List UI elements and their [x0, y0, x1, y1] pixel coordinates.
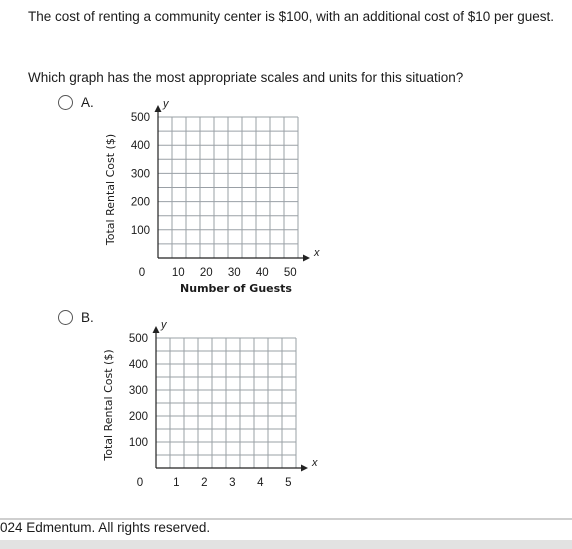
y-tick-label: 100: [130, 224, 150, 237]
y-tick-label: 500: [128, 333, 148, 345]
x-axis-title: Number of Guests: [180, 282, 292, 295]
option-a-radio[interactable]: [58, 95, 73, 110]
y-tick-label: 400: [130, 140, 150, 153]
y-axis-arrow: [153, 326, 160, 333]
graph-b: [88, 310, 318, 510]
y-axis-title: Total Rental Cost ($): [104, 133, 117, 246]
y-axis-letter: y: [161, 319, 167, 331]
x-tick-label: 40: [255, 267, 269, 279]
footer-bar: [0, 540, 572, 549]
y-axis-title: Total Rental Cost ($): [102, 349, 115, 461]
y-tick-label: 400: [128, 359, 148, 371]
question-prompt: Which graph has the most appropriate scales and units for this situation?: [28, 70, 464, 85]
x-tick-label: 50: [283, 267, 297, 279]
x-tick-label: 10: [171, 267, 185, 279]
y-tick-label: 200: [130, 196, 150, 209]
y-tick-label: 300: [128, 385, 148, 397]
y-tick-label: 300: [130, 168, 150, 181]
question-text: The cost of renting a community center is $100, with an additional cost of $10 per guest.: [28, 9, 555, 24]
x-tick-label: 20: [199, 267, 213, 279]
x-axis-letter: x: [314, 247, 320, 259]
option-b-letter: B.: [81, 310, 94, 325]
x-tick-label: 30: [227, 267, 241, 279]
y-tick-label: 200: [128, 411, 148, 423]
y-tick-label: 100: [128, 437, 148, 449]
x-axis-arrow: [303, 255, 310, 262]
x-tick-label: 3: [229, 477, 236, 489]
origin-label: 0: [138, 267, 146, 279]
y-tick-label: 500: [130, 112, 150, 124]
x-tick-label: 2: [201, 477, 208, 489]
x-tick-label: 5: [285, 477, 292, 489]
option-a[interactable]: [58, 95, 94, 110]
option-a-letter: A.: [81, 95, 94, 110]
x-tick-label: 4: [257, 477, 264, 489]
y-axis-arrow: [155, 105, 162, 112]
copyright-text: 024 Edmentum. All rights reserved.: [0, 520, 211, 535]
x-tick-label: 1: [173, 477, 180, 489]
graph-a: [100, 95, 330, 310]
x-axis-letter: x: [312, 457, 318, 469]
option-b-radio[interactable]: [58, 310, 73, 325]
origin-label: 0: [136, 477, 144, 489]
x-axis-arrow: [301, 465, 308, 472]
y-axis-letter: y: [163, 98, 169, 110]
